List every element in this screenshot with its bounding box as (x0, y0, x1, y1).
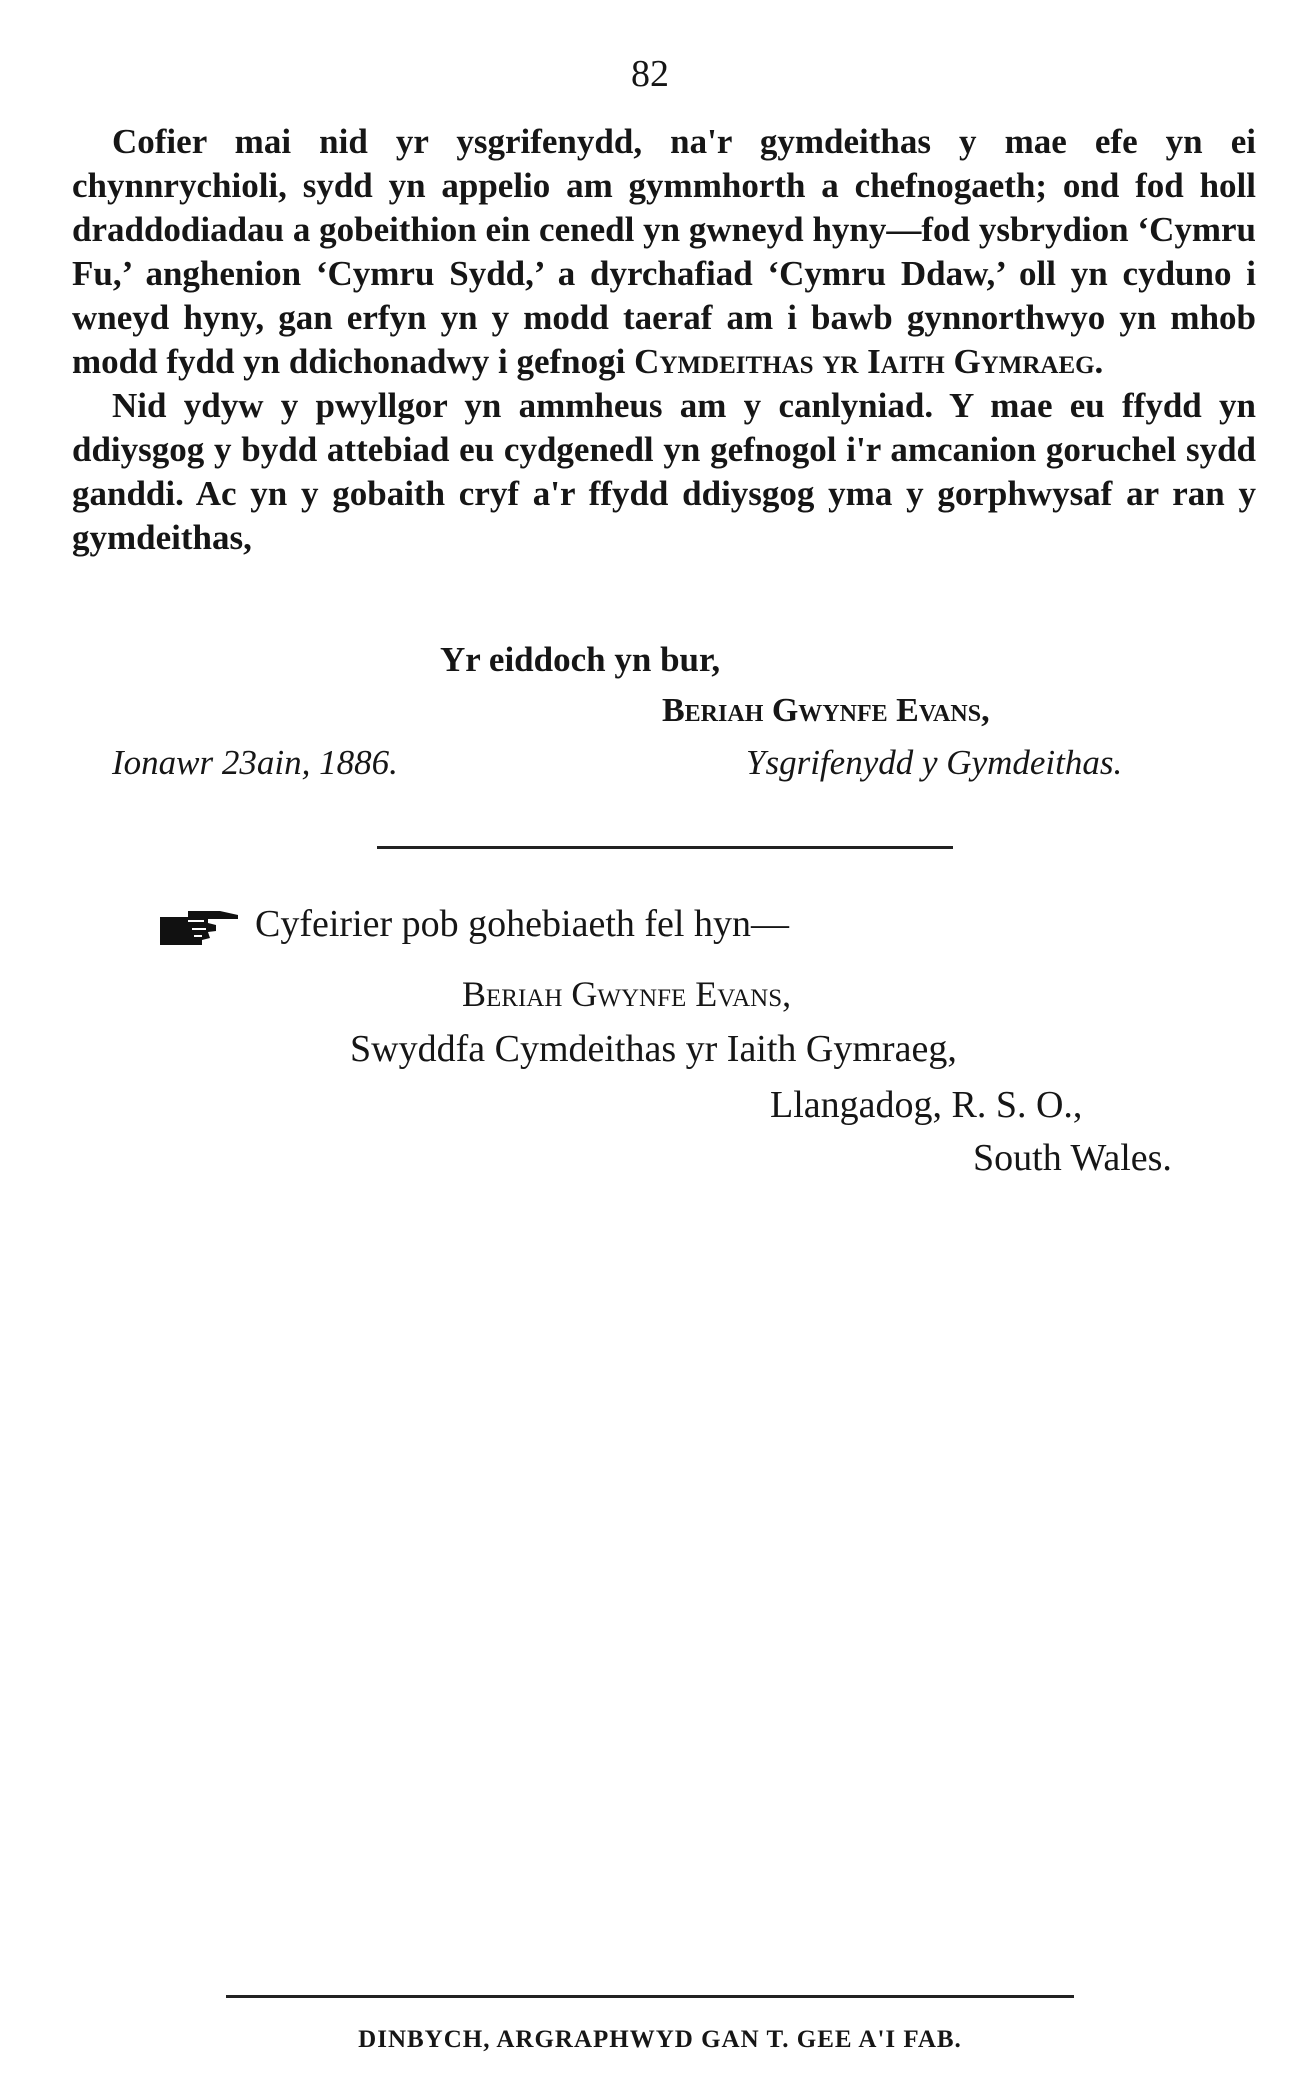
paragraph-1 (72, 120, 1256, 384)
signature-name: Beriah Gwynfe Evans, (662, 692, 990, 729)
address-line-3: South Wales. (973, 1137, 1172, 1179)
paragraph-1-text: Cofier mai nid yr ysgrifenydd, na'r gymdeithas y mae efe yn ei chynnrychioli, sydd yn appelio am gymmhorth a chefnogaeth; ond fod holl draddodiadau a gobeithion ein cenedl yn gwneyd hyny—fod ysbrydion ‘Cymru Fu,’ anghenion ‘Cymru Sydd,’ a dyrchafiad ‘Cymru Ddaw,’ oll yn cyduno i wneyd hyny, gan erfyn yn y modd taeraf am i bawb gynnorthwyo yn mhob modd fydd yn ddichonadwy i gefnogi (72, 122, 1256, 381)
paragraph-2: Nid ydyw y pwyllgor yn ammheus am y canlyniad. Y mae eu ffydd yn ddiysgog y bydd attebiad eu cydgenedl yn gefnogol i'r amcanion goruchel sydd ganddi. Ac yn y gobaith cryf a'r ffydd ddiysgog yma y gorphwysaf ar ran y gymdeithas, (72, 386, 1256, 557)
page-number: 82 (631, 53, 669, 95)
footer-divider (226, 1995, 1074, 1998)
closing-phrase: Yr eiddoch yn bur, (440, 640, 721, 679)
printer-imprint: DINBYCH, ARGRAPHWYD GAN T. GEE A'I FAB. (358, 2026, 962, 2053)
society-name: Cymdeithas yr Iaith Gymraeg. (634, 342, 1104, 381)
address-name: Beriah Gwynfe Evans, (462, 974, 792, 1014)
correspondence-instruction: Cyfeirier pob gohebiaeth fel hyn— (255, 903, 789, 945)
letter-date: Ionawr 23ain, 1886. (112, 743, 398, 782)
address-line-2: Llangadog, R. S. O., (770, 1084, 1083, 1126)
pointing-hand-icon (158, 905, 240, 947)
address-line-1: Swyddfa Cymdeithas yr Iaith Gymraeg, (350, 1028, 957, 1070)
signature-title: Ysgrifenydd y Gymdeithas. (746, 743, 1123, 782)
section-divider (377, 846, 953, 849)
letter-body (72, 120, 1256, 560)
